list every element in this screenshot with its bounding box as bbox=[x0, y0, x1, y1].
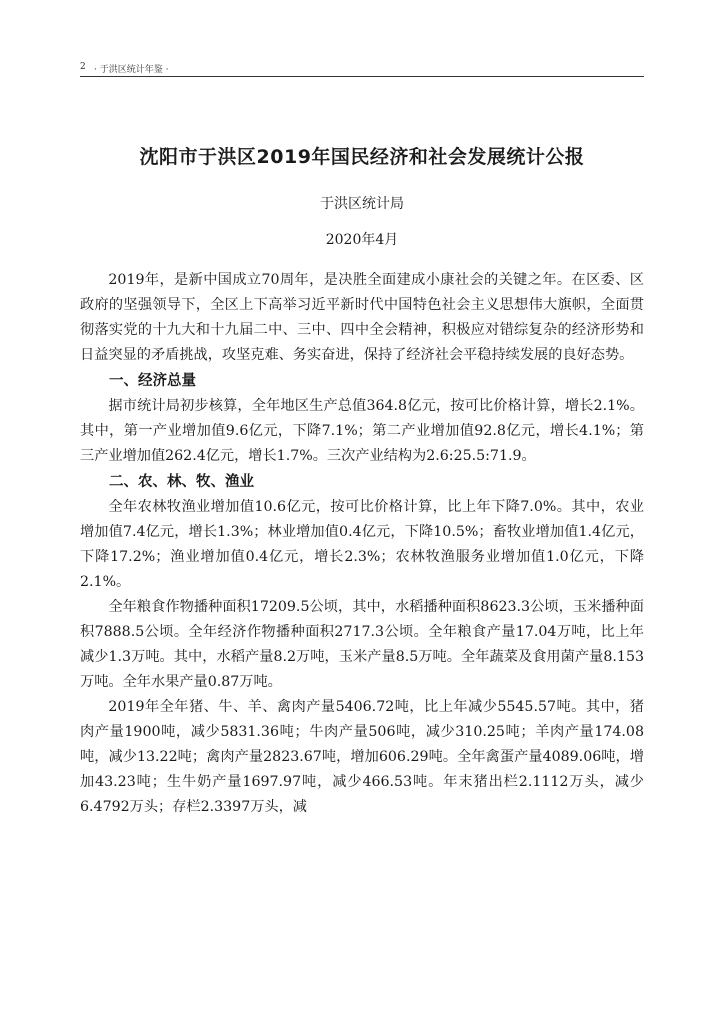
crops-paragraph: 全年粮食作物播种面积17209.5公顷，其中，水稻播种面积8623.3公顷，玉米播种面积7888.5公顷。全年经济作物播种面积2717.3公顷。全年粮食产量17.04万吨，比上年减少1.3万吨。其中，水稻产量8.2万吨，玉米产量8.5万吨。全年蔬菜及食用菌产量8.153万吨。全年水果产量0.87万吨。 bbox=[80, 599, 644, 690]
page-header bbox=[80, 58, 644, 78]
document-date: 2020年4月 bbox=[325, 232, 399, 248]
intro-paragraph: 2019年，是新中国成立70周年，是决胜全面建成小康社会的关键之年。在区委、区政府的坚强领导下，全区上下高举习近平新时代中国特色社会主义思想伟大旗帜，全面贯彻落实党的十九大和十九届二中、三中、四中全会精神，积极应对错综复杂的经济形势和日益突显的矛盾挑战，攻坚克难、务实奋进，保持了经济社会平稳持续发展的良好态势。 bbox=[80, 272, 644, 363]
document-title: 沈阳市于洪区2019年国民经济和社会发展统计公报 bbox=[139, 146, 585, 168]
agriculture-paragraph: 全年农林牧渔业增加值10.6亿元，按可比价格计算，比上年下降7.0%。其中，农业增加值7.4亿元，增长1.3%；林业增加值0.4亿元，下降10.5%；畜牧业增加值1.4亿元，下降17.2%；渔业增加值0.4亿元，增长2.3%；农林牧渔服务业增加值1.0亿元，下降2.1%。 bbox=[80, 499, 644, 590]
running-title: · 于洪区统计年鉴 · bbox=[94, 65, 169, 75]
document-author: 于洪区统计局 bbox=[320, 196, 404, 212]
economy-paragraph: 据市统计局初步核算，全年地区生产总值364.8亿元，按可比价格计算，增长2.1%。其中，第一产业增加值9.6亿元，下降7.1%；第二产业增加值92.8亿元，增长4.1%；第三产业增加值262.4亿元，增长1.7%。三次产业结构为2.6:25.5:71.9。 bbox=[80, 398, 644, 464]
document-body bbox=[80, 268, 644, 820]
livestock-paragraph: 2019年全年猪、牛、羊、禽肉产量5406.72吨，比上年减少5545.57吨。其中，猪肉产量1900吨，减少5831.36吨；牛肉产量506吨，减少310.25吨；羊肉产量174.08吨，减少13.22吨；禽肉产量2823.67吨，增加606.29吨。全年禽蛋产量4089.06吨，增加43.23吨；生牛奶产量1697.97吨，减少466.53吨。年末猪出栏2.1112万头，减少6.4792万头；存栏2.3397万头，减 bbox=[80, 699, 644, 815]
section-heading-agriculture: 二、农、林、牧、渔业 bbox=[109, 474, 254, 490]
section-heading-economy: 一、经济总量 bbox=[109, 373, 196, 389]
header-rule bbox=[80, 76, 644, 77]
page-number: 2 bbox=[80, 62, 86, 72]
